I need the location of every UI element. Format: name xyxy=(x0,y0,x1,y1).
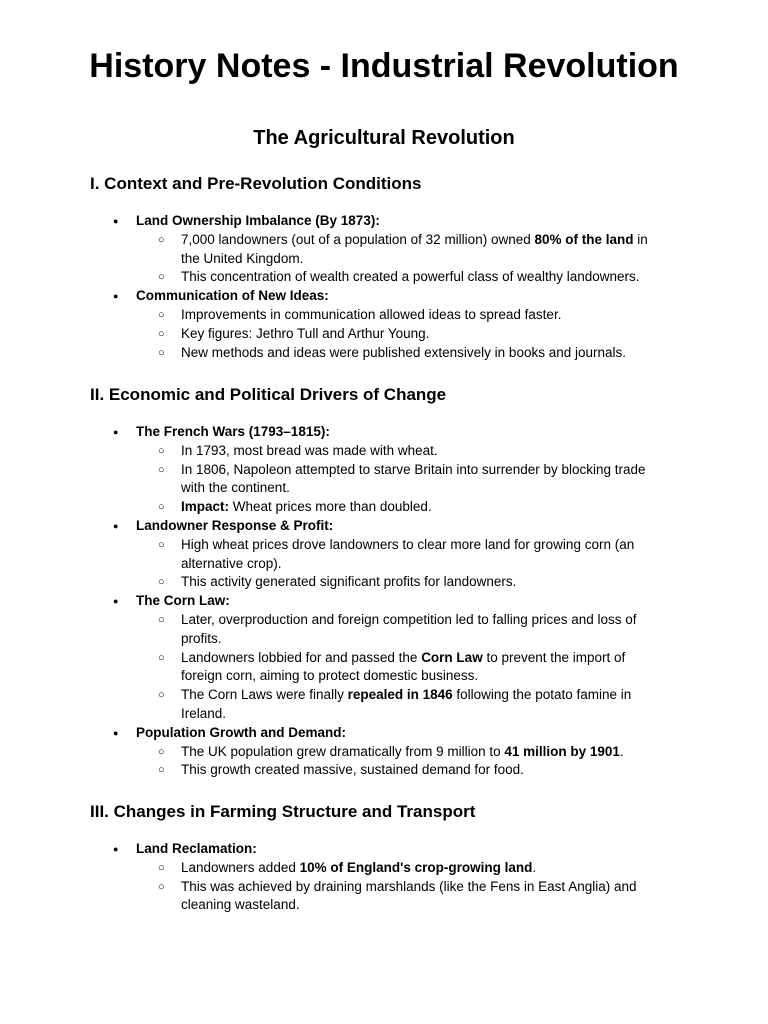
text-run: to prevent the import of foreign corn, aiming to protect domestic business. xyxy=(181,649,626,684)
sub-list-item xyxy=(0,859,661,878)
text-run: Landowners lobbied for and passed the xyxy=(181,649,422,665)
text-run: Landowners added xyxy=(181,859,300,875)
list-item xyxy=(0,592,768,724)
text-run: following the potato famine in Ireland. xyxy=(181,687,632,721)
sub-list-item xyxy=(0,325,661,344)
list-item-label: ● Land Reclamation: xyxy=(0,840,768,859)
list-item-label: ● The French Wars (1793–1815): xyxy=(0,423,768,442)
list-item xyxy=(0,840,768,915)
text-run: This growth created massive, sustained demand for food. xyxy=(181,762,524,778)
list-item xyxy=(0,287,768,362)
sub-list-item xyxy=(0,878,661,916)
sub-list-item xyxy=(0,743,661,762)
sub-list-item xyxy=(0,536,661,574)
text-run: The Corn Laws were finally xyxy=(181,687,348,703)
document-subtitle: The Agricultural Revolution xyxy=(253,127,515,149)
text-run: 7,000 landowners (out of a population of 32 million) owned xyxy=(181,231,535,247)
sub-list-item xyxy=(0,306,661,325)
sub-list xyxy=(0,859,768,915)
text-run: New methods and ideas were published extensively in books and journals. xyxy=(181,344,627,360)
sub-list xyxy=(0,442,768,517)
sub-list-item xyxy=(0,611,661,649)
sub-list-item xyxy=(0,498,661,517)
list-item xyxy=(0,423,768,517)
list-item-label: ● Population Growth and Demand: xyxy=(0,724,768,743)
text-run: Improvements in communication allowed ideas to spread faster. xyxy=(181,306,562,322)
section-1-list xyxy=(0,212,768,362)
sub-list-item xyxy=(0,573,661,592)
sub-list-item xyxy=(0,344,661,363)
text-run: The UK population grew dramatically from 9 million to xyxy=(181,743,505,759)
bold-text: Corn Law xyxy=(421,649,483,665)
bold-text: 41 million by 1901 xyxy=(504,743,620,759)
list-item xyxy=(0,212,768,287)
text-run: . xyxy=(619,743,624,759)
text-run: In 1793, most bread was made with wheat. xyxy=(181,442,438,458)
section-2-list xyxy=(0,423,768,780)
sub-list xyxy=(0,611,768,724)
text-run: This activity generated significant profits for landowners. xyxy=(181,574,517,590)
sub-list-item xyxy=(0,686,661,724)
sub-list xyxy=(0,306,768,362)
sub-list-item xyxy=(0,268,661,287)
document-title: History Notes - Industrial Revolution xyxy=(89,47,679,85)
list-item xyxy=(0,517,768,592)
sub-list xyxy=(0,231,768,287)
bold-text: 10% of England's crop-growing land xyxy=(299,859,533,875)
text-run: This was achieved by draining marshlands (like the Fens in East Anglia) and cleaning wasteland. xyxy=(181,878,637,913)
sub-list xyxy=(0,743,768,781)
text-run: In 1806, Napoleon attempted to starve Britain into surrender by blocking trade with the continent. xyxy=(181,461,646,496)
text-run: Wheat prices more than doubled. xyxy=(229,499,432,515)
section-3-list xyxy=(0,840,768,915)
bold-text: repealed in 1846 xyxy=(347,687,453,703)
sub-list-item xyxy=(0,649,661,687)
section-heading-2: II. Economic and Political Drivers of Change xyxy=(90,385,447,404)
section-heading-3: III. Changes in Farming Structure and Transport xyxy=(90,802,476,821)
text-run: This concentration of wealth created a powerful class of wealthy landowners. xyxy=(181,269,640,285)
list-item-label: ● Landowner Response & Profit: xyxy=(0,517,768,536)
text-run: Later, overproduction and foreign competition led to falling prices and loss of profits. xyxy=(181,611,637,646)
text-run: . xyxy=(532,859,537,875)
sub-list-item xyxy=(0,231,661,269)
text-run: High wheat prices drove landowners to clear more land for growing corn (an alternative crop). xyxy=(181,536,635,571)
sub-list-item xyxy=(0,761,661,780)
bold-text: 80% of the land xyxy=(534,231,634,247)
bold-text: Impact: xyxy=(181,499,230,515)
list-item xyxy=(0,724,768,780)
list-item-label: ● The Corn Law: xyxy=(0,592,768,611)
list-item-label: ● Land Ownership Imbalance (By 1873): xyxy=(0,212,768,231)
sub-list-item xyxy=(0,461,661,499)
text-run: Key figures: Jethro Tull and Arthur Young. xyxy=(181,325,430,341)
sub-list-item xyxy=(0,442,661,461)
text-run: in the United Kingdom. xyxy=(181,231,648,266)
list-item-label: ● Communication of New Ideas: xyxy=(0,287,768,306)
sub-list xyxy=(0,536,768,592)
section-heading-1: I. Context and Pre-Revolution Conditions xyxy=(90,174,422,193)
